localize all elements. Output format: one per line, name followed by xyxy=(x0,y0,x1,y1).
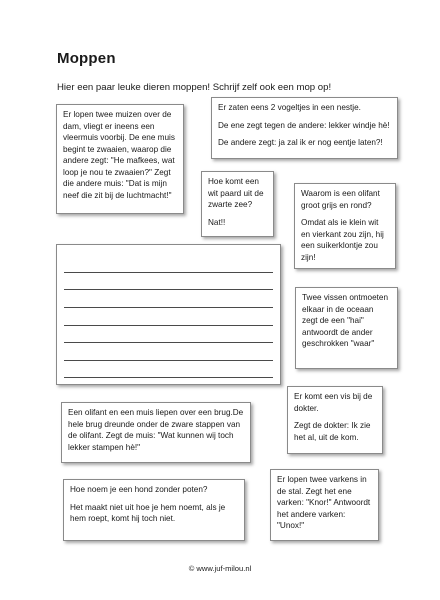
writing-line[interactable] xyxy=(64,325,273,326)
writing-area[interactable] xyxy=(56,244,281,385)
joke-box-varkens xyxy=(270,469,379,541)
joke-box-dokter xyxy=(287,386,383,454)
joke-line: Waarom is een olifant groot grijs en rond? xyxy=(301,189,380,210)
joke-line: Hoe komt een wit paard uit de zwarte zee? xyxy=(208,177,264,209)
joke-box-olifant-grijs xyxy=(294,183,396,269)
intro-text: Hier een paar leuke dieren moppen! Schrijf zelf ook een mop op! xyxy=(57,82,332,93)
joke-box-brug xyxy=(61,402,251,463)
joke-box-vogeltjes xyxy=(211,97,398,159)
joke-text: Er lopen twee muizen over de dam, vliegt er ineens een vleermuis voorbij. De ene muis begint te zwaaien, waarop die andere zegt: "He mafkees, wat loop je nou te zwaaien?" Zegt die andere muis: "Dat is mijn neef die zit bij de luchtmacht!" xyxy=(63,110,175,200)
page-title: Moppen xyxy=(57,50,116,67)
joke-box-hond xyxy=(63,479,245,541)
writing-line[interactable] xyxy=(64,289,273,290)
joke-line: Nat!! xyxy=(208,217,226,227)
joke-line: De andere zegt: ja zal ik er nog eentje laten?! xyxy=(218,138,383,147)
joke-line: Hoe noem je een hond zonder poten? xyxy=(70,485,208,494)
joke-line: Er zaten eens 2 vogeltjes in een nestje. xyxy=(218,103,361,112)
joke-line: Er komt een vis bij de dokter. xyxy=(294,392,373,413)
joke-box-paard xyxy=(201,171,274,237)
joke-line: Zegt de dokter: Ik zie het al, uit de kom. xyxy=(294,421,371,442)
joke-text: Een olifant en een muis liepen over een brug.De hele brug dreunde onder de zware stappen van de olifant. Zegt de muis: "Wat kunnen wij toch lekker stampen hè!" xyxy=(68,408,244,452)
joke-text: Twee vissen ontmoeten elkaar in de oceaan zegt de een "hai" antwoordt de ander geschrokken "waar" xyxy=(302,293,389,348)
footer-credit: © www.juf-milou.nl xyxy=(188,564,252,573)
writing-line[interactable] xyxy=(64,342,273,343)
joke-text: Er lopen twee varkens in de stal. Zegt het ene varken: "Knor!" Antwoordt het andere varken: "Unox!" xyxy=(277,475,371,530)
joke-line: De ene zegt tegen de andere: lekker windje hè! xyxy=(218,120,390,130)
writing-line[interactable] xyxy=(64,307,273,308)
joke-box-muizen xyxy=(56,104,184,214)
writing-line[interactable] xyxy=(64,377,273,378)
joke-line: Het maakt niet uit hoe je hem noemt, als je hem roept, komt hij toch niet. xyxy=(70,502,226,523)
joke-box-vissen xyxy=(295,287,398,369)
joke-line: Omdat als ie klein wit en vierkant zou zijn, hij een suikerklontje zou zijn! xyxy=(301,218,384,262)
writing-line[interactable] xyxy=(64,272,273,273)
writing-line[interactable] xyxy=(64,360,273,361)
